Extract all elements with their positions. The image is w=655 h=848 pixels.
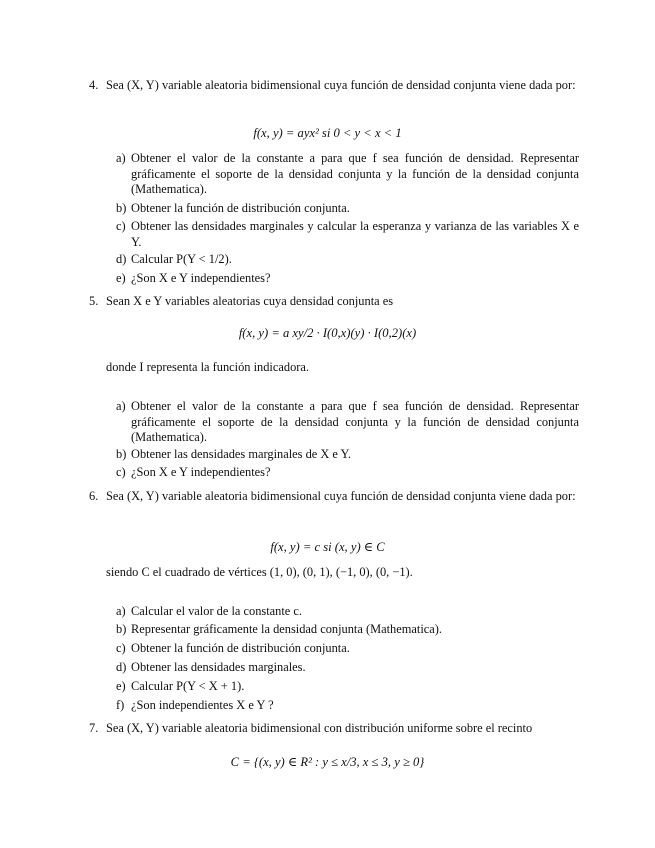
list-item: ¿Son X e Y independientes? xyxy=(131,465,271,479)
problem-intro: Sean X e Y variables aleatorias cuya densidad conjunta es xyxy=(106,294,394,308)
problem-intro: Sea (X, Y) variable aleatoria bidimensional con distribución uniforme sobre el recinto xyxy=(106,721,533,735)
item-label: c) xyxy=(116,219,126,233)
problem-number: 6. xyxy=(89,489,99,503)
problem-intro: Sea (X, Y) variable aleatoria bidimensional cuya función de densidad conjunta viene dada por: xyxy=(106,489,576,503)
problem-number: 5. xyxy=(89,294,99,308)
problem-formula: f(x, y) = a xy/2 · I(0,x)(y) · I(0,2)(x) xyxy=(238,326,417,340)
list-item: Calcular P(Y < 1/2). xyxy=(131,252,232,266)
item-label: a) xyxy=(116,151,126,165)
list-item: Obtener la función de distribución conjunta. xyxy=(131,641,350,655)
item-label: e) xyxy=(116,679,126,693)
list-item: Representar gráficamente la densidad conjunta (Mathematica). xyxy=(131,622,443,636)
item-label: b) xyxy=(116,447,127,461)
list-item: Obtener el valor de la constante a para que f sea función de densidad. Representar gráficamente el soporte de la densidad conjunta y la función de la densidad conjunta (Mathematica). xyxy=(131,151,579,196)
list-item: ¿Son X e Y independientes? xyxy=(131,271,271,285)
problem-number: 7. xyxy=(89,721,99,735)
list-item: Obtener la función de distribución conjunta. xyxy=(131,201,350,215)
problem-formula: C = {(x, y) ∈ R² : y ≤ x/3, x ≤ 3, y ≥ 0} xyxy=(230,755,425,769)
item-label: f) xyxy=(116,698,125,712)
list-item: Obtener las densidades marginales y calcular la esperanza y varianza de las variables X e Y. xyxy=(131,219,579,249)
list-item: Calcular P(Y < X + 1). xyxy=(131,679,245,693)
item-label: d) xyxy=(116,660,127,674)
problem-number: 4. xyxy=(89,78,99,92)
problem-formula: f(x, y) = ayx² si 0 < y < x < 1 xyxy=(253,126,402,140)
item-label: b) xyxy=(116,201,127,215)
item-label: a) xyxy=(116,604,126,618)
item-label: a) xyxy=(116,399,126,413)
list-item: ¿Son independientes X e Y ? xyxy=(131,698,274,712)
problem-formula: f(x, y) = c si (x, y) ∈ C xyxy=(270,540,385,554)
problem-note: siendo C el cuadrado de vértices (1, 0), (0, 1), (−1, 0), (0, −1). xyxy=(106,565,413,579)
problem-note: donde I representa la función indicadora. xyxy=(106,360,309,374)
item-label: c) xyxy=(116,641,126,655)
list-item: Calcular el valor de la constante c. xyxy=(131,604,302,618)
list-item: Obtener las densidades marginales de X e Y. xyxy=(131,447,351,461)
problem-intro: Sea (X, Y) variable aleatoria bidimensional cuya función de densidad conjunta viene dada por: xyxy=(106,78,576,92)
list-item: Obtener el valor de la constante a para que f sea función de densidad. Representar gráficamente el soporte de la densidad conjunta y la función de densidad conjunta (Mathematica). xyxy=(131,399,579,444)
item-label: d) xyxy=(116,252,127,266)
item-label: b) xyxy=(116,622,127,636)
item-label: c) xyxy=(116,465,126,479)
item-label: e) xyxy=(116,271,126,285)
list-item: Obtener las densidades marginales. xyxy=(131,660,306,674)
